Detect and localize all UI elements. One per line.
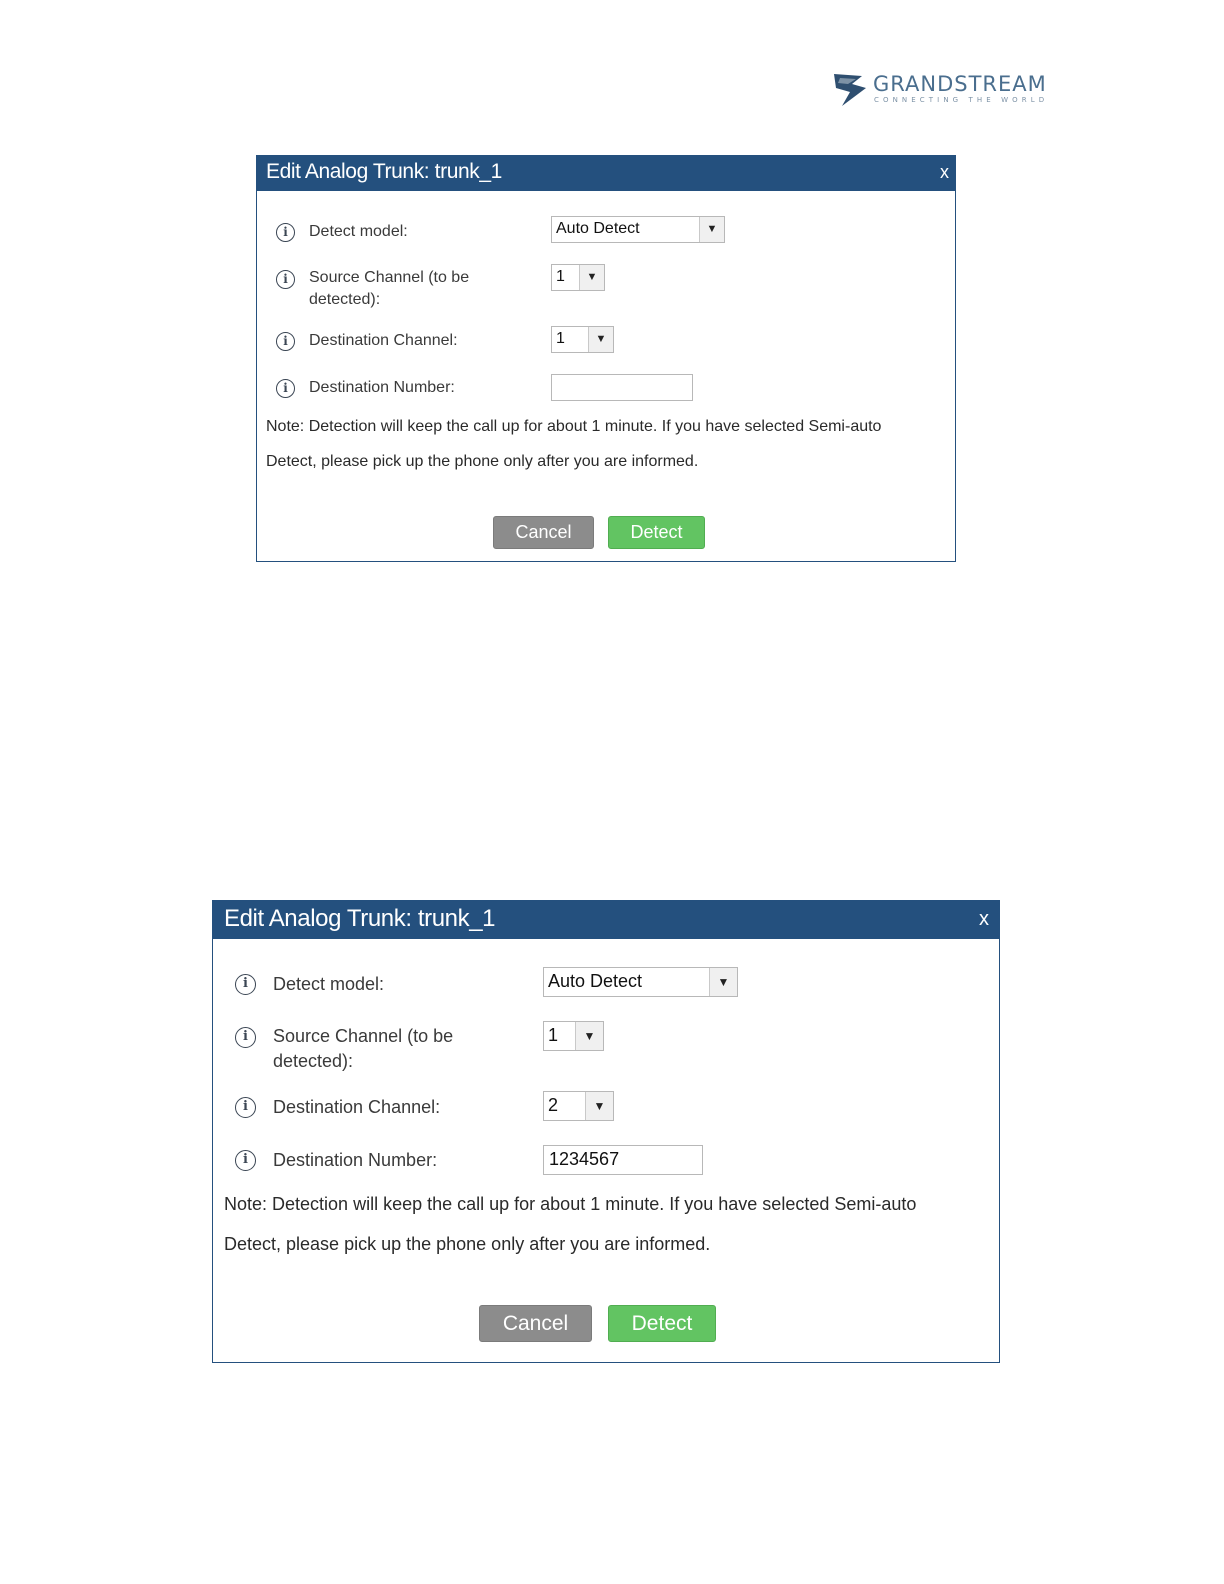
detection-note-line1: Note: Detection will keep the call up for about 1 minute. If you have selected Semi-auto (224, 1194, 917, 1214)
dialog-titlebar (257, 156, 955, 191)
destination-channel-value: 1 (556, 330, 565, 347)
detection-note-line1: Note: Detection will keep the call up for about 1 minute. If you have selected Semi-auto (266, 418, 882, 435)
detection-note-line2: Detect, please pick up the phone only after you are informed. (266, 453, 699, 470)
chevron-down-icon[interactable]: ▼ (588, 327, 613, 352)
detect-model-value: Auto Detect (548, 971, 643, 991)
destination-number-value: 1234567 (549, 1149, 620, 1169)
detect-model-value: Auto Detect (556, 220, 640, 237)
info-icon: i (276, 270, 295, 289)
close-icon[interactable]: x (979, 908, 989, 930)
info-icon: i (276, 332, 295, 351)
cancel-button[interactable]: Cancel (479, 1305, 592, 1342)
detect-model-label: Detect model: (273, 974, 385, 994)
destination-channel-value: 2 (548, 1095, 559, 1115)
source-channel-select[interactable] (543, 1021, 604, 1051)
close-icon[interactable]: x (940, 162, 949, 182)
chevron-down-icon[interactable]: ▼ (575, 1022, 603, 1050)
dialog-title: Edit Analog Trunk: trunk_1 (224, 905, 496, 932)
detect-button[interactable]: Detect (608, 1305, 716, 1342)
logo-tagline: CONNECTING THE WORLD (874, 96, 1049, 104)
destination-number-label: Destination Number: (309, 379, 455, 396)
chevron-down-icon[interactable]: ▼ (585, 1092, 613, 1120)
info-icon: i (235, 974, 256, 995)
source-channel-select[interactable] (551, 264, 605, 291)
source-channel-value: 1 (556, 268, 565, 285)
chevron-down-icon[interactable]: ▼ (699, 217, 724, 242)
grandstream-logo (832, 70, 1072, 110)
logo-title: GRANDSTREAM (873, 72, 1047, 96)
detection-note-line2: Detect, please pick up the phone only after you are informed. (224, 1234, 711, 1254)
source-channel-label: Source Channel (to be detected): (309, 269, 470, 309)
detect-button[interactable]: Detect (608, 516, 705, 549)
grandstream-logo-icon (832, 70, 870, 108)
destination-number-input[interactable] (543, 1145, 703, 1175)
destination-channel-select[interactable] (551, 326, 614, 353)
source-channel-label: Source Channel (to be detected): (273, 1026, 454, 1072)
cancel-button[interactable]: Cancel (493, 516, 594, 549)
detect-model-select[interactable] (543, 967, 738, 997)
info-icon: i (235, 1097, 256, 1118)
detect-model-select[interactable] (551, 216, 725, 243)
chevron-down-icon[interactable]: ▼ (709, 968, 737, 996)
edit-analog-trunk-dialog-2 (212, 900, 1000, 1363)
info-icon: i (276, 223, 295, 242)
info-icon: i (276, 379, 295, 398)
edit-analog-trunk-dialog-1 (256, 155, 956, 562)
destination-channel-label: Destination Channel: (273, 1097, 441, 1117)
destination-number-input[interactable] (551, 374, 693, 401)
destination-channel-label: Destination Channel: (309, 332, 458, 349)
dialog-title: Edit Analog Trunk: trunk_1 (266, 160, 502, 183)
source-channel-value: 1 (548, 1025, 559, 1045)
info-icon: i (235, 1150, 256, 1171)
dialog-titlebar (213, 901, 999, 939)
destination-number-label: Destination Number: (273, 1150, 438, 1170)
chevron-down-icon[interactable]: ▼ (579, 265, 604, 290)
detect-model-label: Detect model: (309, 223, 408, 240)
destination-channel-select[interactable] (543, 1091, 614, 1121)
info-icon: i (235, 1027, 256, 1048)
